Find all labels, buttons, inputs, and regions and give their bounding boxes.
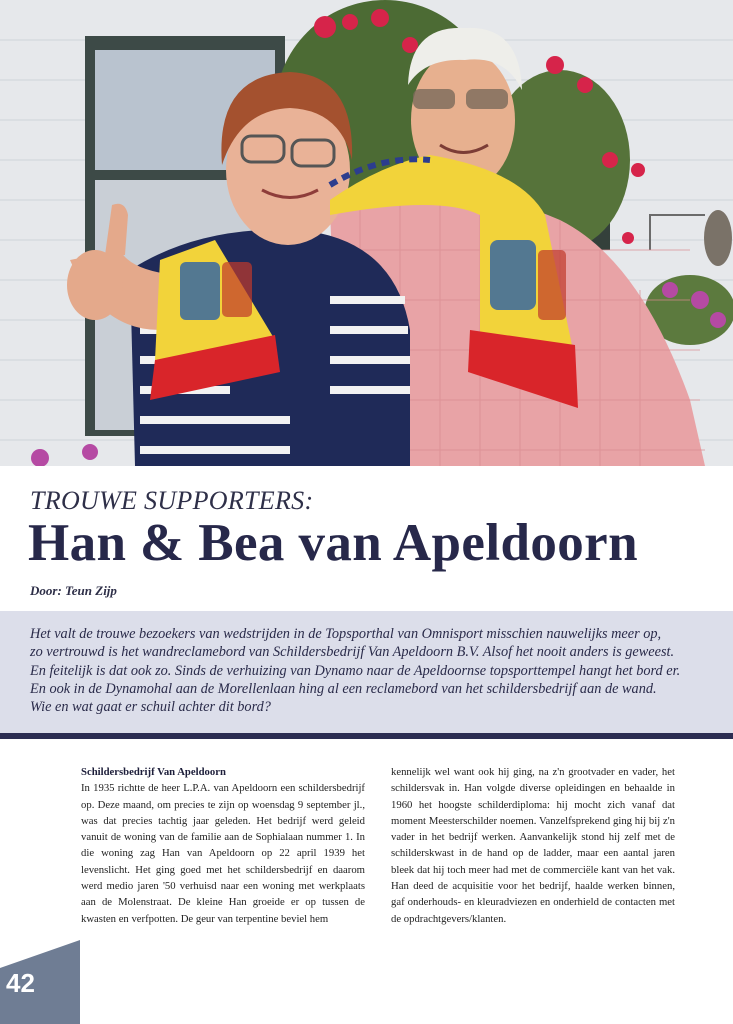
intro-panel: [0, 611, 733, 733]
body-column-left: [81, 764, 365, 927]
body-paragraph: In 1935 richtte de heer L.P.A. van Apeldoorn een schildersbedrijf op. Deze maand, om precies te zijn op woensdag 9 september jl., was dat precies tachtig jaar geleden. Het bedrijf werd geleid vanuit de woning van de familie aan de Sophialaan nummer 1. In die woning zag Han van Apeldoorn op 22 april 1939 het levenslicht. Het ging goed met het schildersbedrijf en daarom werd medio jaren '50 verhuisd naar een woning met werkplaats aan de Molenstraat. De kleine Han groeide er op tussen de kwasten en verfpotten. De geur van terpentine beviel hem: [81, 782, 365, 925]
supporters-photo: [0, 0, 733, 466]
body-paragraph: kennelijk wel want ook hij ging, na z'n grootvader en vader, het schildersvak in. Han volgde diverse opleidingen en behaalde in 1960 het hoogste schilderdiploma: hij mocht zich vanaf dat moment Meesterschilder noemen. Vanzelfsprekend ging hij bij z'n vader in het bedrijf werken. Aanvankelijk stond hij zelf met de schilderskwast in de hand op de ladder, maar een aantal jaren bleek dat hij toch meer had met de commerciële kant van het vak. Han deed de acquisitie voor het bedrijf, haalde werken binnen, gaf onderhouds- en kleuradviezen en onderhield de contacten met de opdrachtgevers/klanten.: [391, 766, 675, 925]
article-kicker: TROUWE SUPPORTERS:: [30, 486, 314, 515]
intro-line: En feitelijk is dat ook zo. Sinds de verhuizing van Dynamo naar de Apeldoornse topsporttempel hangt het bord er.: [30, 662, 681, 679]
page-number: 42: [6, 968, 35, 998]
section-divider: [0, 733, 733, 739]
section-subheading: Schildersbedrijf Van Apeldoorn: [81, 766, 226, 778]
intro-line: zo vertrouwd is het wandreclamebord van Schildersbedrijf Van Apeldoorn B.V. Alsof het nooit anders is geweest.: [30, 644, 675, 661]
intro-line: Wie en wat gaat er schuil achter dit bord?: [30, 699, 271, 716]
body-column-right: [391, 764, 675, 927]
intro-line: Het valt de trouwe bezoekers van wedstrijden in de Topsporthal van Omnisport misschien nauwelijks meer op,: [30, 626, 662, 642]
cover-photo: [0, 0, 733, 466]
article-title: Han & Bea van Apeldoorn: [28, 514, 638, 572]
intro-line: En ook in de Dynamohal aan de Morellenlaan hing al een reclamebord van het schildersbedrijf aan de wand.: [30, 680, 657, 697]
article-byline: Door: Teun Zijp: [30, 583, 117, 598]
